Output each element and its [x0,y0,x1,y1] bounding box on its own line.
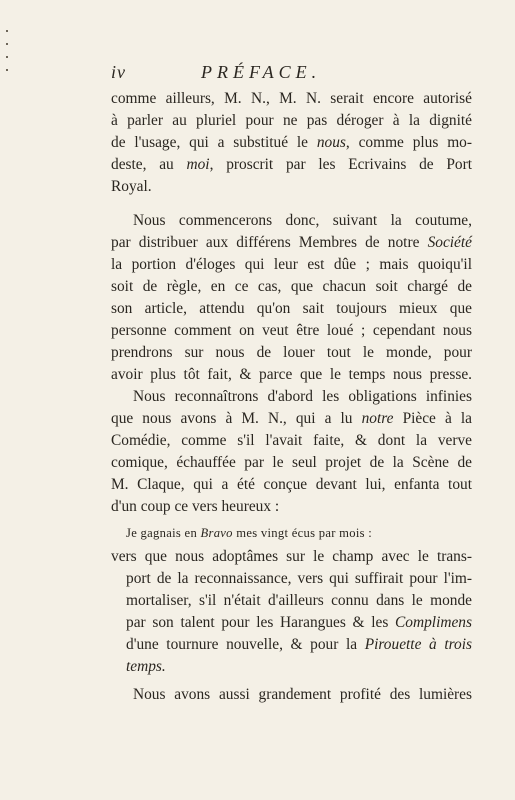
edge-mark [6,43,8,45]
italic-word: notre [361,410,394,427]
italic-word: Société [427,234,472,251]
text-line: d'une tournure nouvelle, & pour la Pirouette à trois [126,636,472,653]
text-line: Nous commencerons donc, suivant la coutume, [133,212,472,229]
paragraph-5 [111,684,472,706]
verse-quotation: Je gagnais en Bravo mes vingt écus par mois : [126,526,373,540]
text-line: port de la reconnaissance, vers qui suffirait pour l'im- [126,570,472,587]
text-line: à parler au pluriel pour ne pas déroger à la dignité [111,112,472,129]
italic-word: Bravo [200,526,233,540]
text-line: d'un coup ce vers heureux : [111,498,280,515]
text-line: que nous avons à M. N., qui a lu notre Pièce à la [111,410,472,427]
text-line: par distribuer aux différens Membres de notre Société [111,234,472,251]
text-line: par son talent pour les Harangues & les Complimens [126,614,472,631]
running-title: PRÉFACE. [201,62,322,82]
italic-word: Pirouette à trois [364,636,472,653]
text-line: son article, attendu qu'on sait toujours mieux que [111,300,472,317]
text-line: comme ailleurs, M. N., M. N. serait encore autorisé [111,90,472,107]
text-line: Royal. [111,178,152,195]
page-number: iv [111,62,126,82]
text-line: Comédie, comme s'il l'avait faite, & dont la verve [111,432,472,449]
text-line [111,656,472,678]
text-line: personne comment on veut être loué ; cependant nous [111,322,472,339]
text-line: vers que nous adoptâmes sur le champ avec le trans- [111,548,472,565]
body-text [111,88,472,706]
paragraph-2 [111,210,472,386]
text-line: soit de règle, en ce cas, que chacun soit chargé de [111,278,472,295]
text-line: de l'usage, qui a substitué le nous, comme plus mo- [111,134,472,151]
italic-word: temps. [126,658,166,675]
italic-word: moi [186,156,210,173]
text-line: prendrons sur nous de louer tout le monde, pour [111,344,472,361]
edge-mark [6,69,8,71]
text-line: la portion d'éloges qui leur est dûe ; mais quoiqu'il [111,256,472,273]
text-line: Nous reconnaîtrons d'abord les obligations infinies [133,388,472,405]
edge-mark [6,30,8,32]
paragraph-1 [111,88,472,198]
italic-word: nous [316,134,346,151]
edge-mark [6,56,8,58]
paragraph-4 [111,546,472,678]
paragraph-3 [111,386,472,518]
text-line: avoir plus tôt fait, & parce que le temps nous presse. [111,366,472,383]
text-line: Nous avons aussi grandement profité des lumières [133,686,472,703]
text-line: comique, échauffée par le seul projet de la Scène de [111,454,472,471]
text-line: deste, au moi, proscrit par les Ecrivains de Port [111,156,472,173]
page-header [111,62,361,86]
text-line: M. Claque, qui a été conçue devant lui, enfanta tout [111,476,472,493]
text-line: mortaliser, s'il n'était d'ailleurs connu dans le monde [126,592,472,609]
italic-word: Complimens [395,614,472,631]
page-edge-marks [6,30,10,90]
